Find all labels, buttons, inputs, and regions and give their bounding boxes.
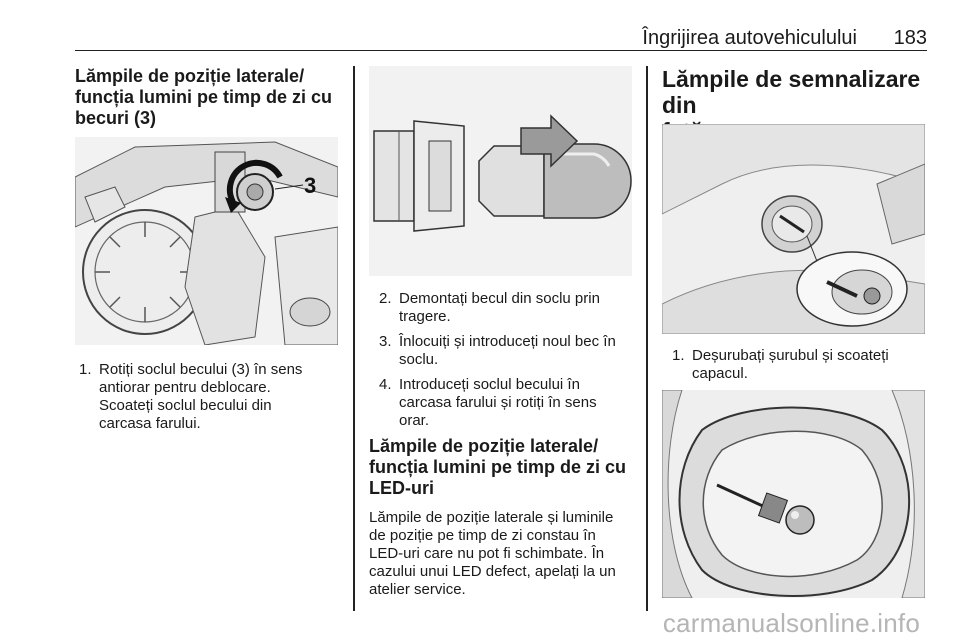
step-1-indicator: 1. Deșurubați șurubul și scoateți capacul. [672,347,889,382]
column-1 [75,66,345,129]
watermark: carmanualsonline.info [662,608,920,638]
step-4: 4. Introduceți soclul becului în carcasa farului și rotiți în sens orar. [379,376,597,429]
step-2: 2. Demontați becul din soclu prin tragere. [379,290,600,325]
step-1: 1. Rotiți soclul becului (3) în sens antiorar pentru deblocare. Scoateți soclul becului din carcasa farului. [79,361,303,432]
heading-bulb-side-lamps: Lămpile de poziție laterale/ funcția lumini pe timp de zi cu becuri (3) [75,66,333,128]
heading-front-indicators: Lămpile de semnalizare din [662,66,921,118]
page-header [75,0,927,51]
column-divider-1 [353,66,355,611]
column-2-led-section [369,436,639,599]
indicator-bulb-illustration [662,390,925,598]
section-title: Îngrijirea autovehiculului [642,27,857,49]
bulb-removal-illustration [369,66,632,276]
column-divider-2 [646,66,648,611]
front-bumper-illustration [662,124,925,334]
column-1-steps [75,361,345,440]
heading-led-side-lamps: Lămpile de poziție laterale/ funcția lumini pe timp de zi cu LED-uri [369,436,627,498]
column-3-steps [668,347,930,390]
page-number: 183 [893,27,927,49]
column-2-content [375,290,637,437]
callout-3: 3 [304,173,317,198]
headlamp-rear-illustration [75,137,338,345]
step-3: 3. Înlocuiți și introduceți noul bec în soclu. [379,333,616,368]
led-paragraph: Lămpile de poziție laterale și luminile de poziție pe timp de zi constau în LED-uri care nu pot fi schimbate. În cazului unui LED defect, apelați la un atelier service. [369,509,616,598]
